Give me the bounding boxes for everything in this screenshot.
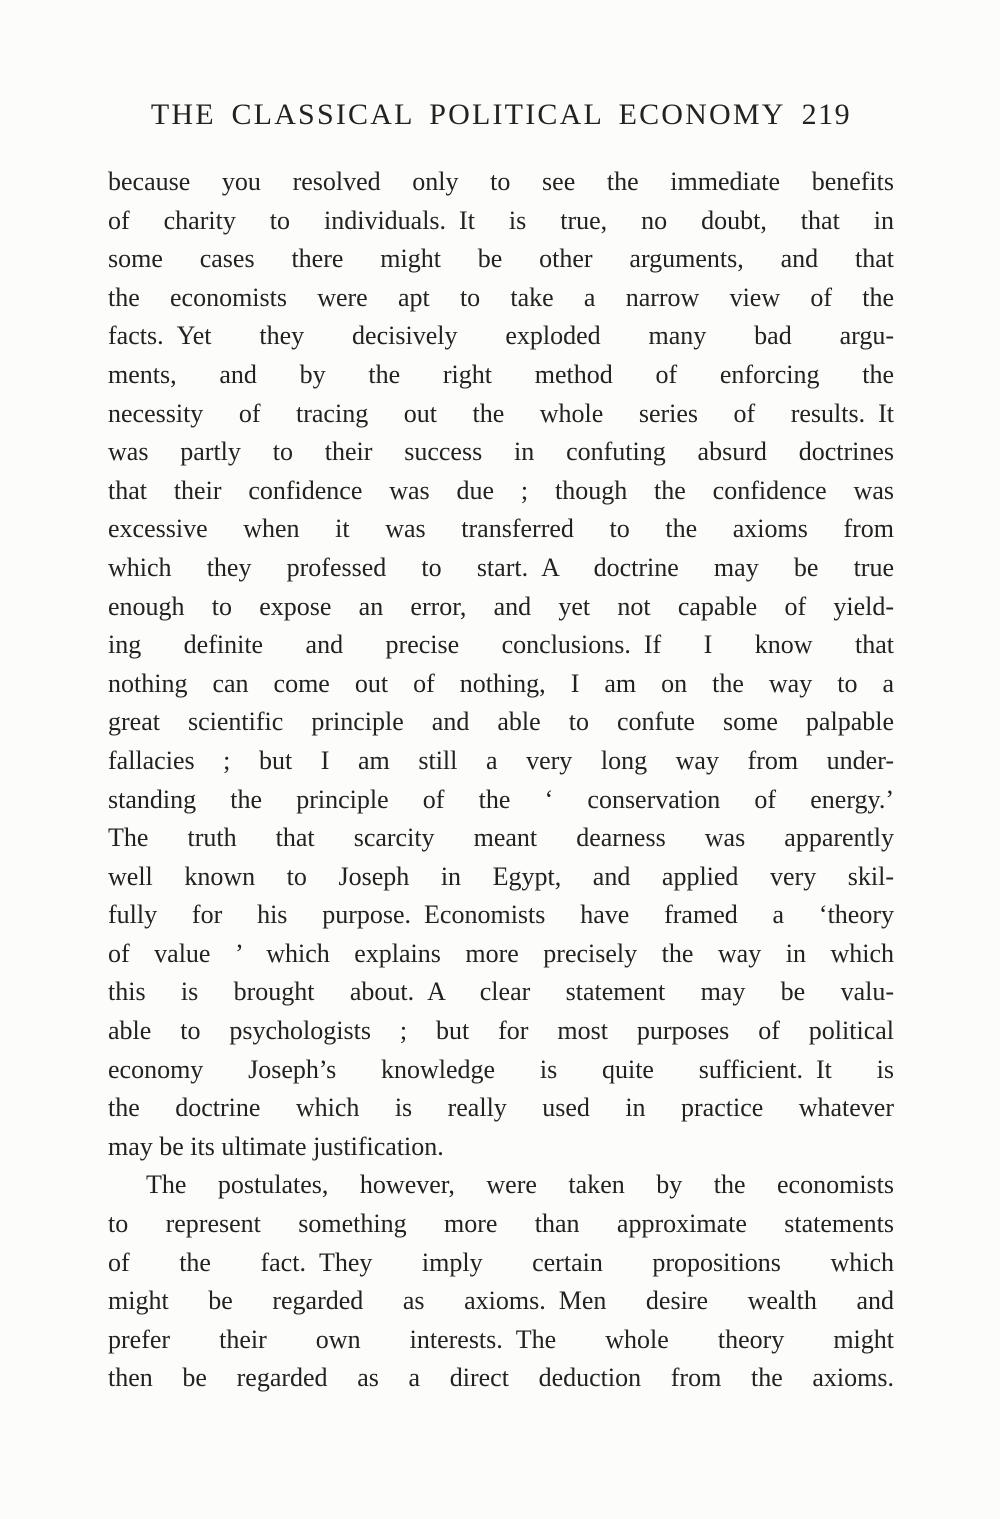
text-line: excessive when it was transferred to the axioms from xyxy=(108,514,894,544)
text-line: great scientific principle and able to confute some palpable xyxy=(108,707,894,737)
text-line: of charity to individuals. It is true, no doubt, that in xyxy=(108,205,894,235)
text-line: economy Joseph’s knowledge is quite sufficient. It is xyxy=(108,1054,894,1084)
text-line: well known to Joseph in Egypt, and applied very skil- xyxy=(108,861,894,891)
text-line: The postulates, however, were taken by the economists xyxy=(146,1170,894,1200)
text-line: that their confidence was due ; though the confidence was xyxy=(108,475,894,505)
text-line: some cases there might be other arguments, and that xyxy=(108,244,894,274)
text-line: facts. Yet they decisively exploded many bad argu- xyxy=(108,321,894,351)
text-line: nothing can come out of nothing, I am on the way to a xyxy=(108,668,894,698)
text-body xyxy=(108,163,894,1398)
text-line: to represent something more than approximate statements xyxy=(108,1209,894,1239)
text-line: ments, and by the right method of enforcing the xyxy=(108,359,894,389)
paragraph xyxy=(108,163,894,1166)
text-line: then be regarded as a direct deduction from the axioms. xyxy=(108,1363,894,1393)
page-number: 219 xyxy=(801,98,852,131)
text-line: enough to expose an error, and yet not capable of yield- xyxy=(108,591,894,621)
text-line: ing definite and precise conclusions. If I know that xyxy=(108,630,894,660)
text-line: which they professed to start. A doctrine may be true xyxy=(108,552,894,582)
text-line: prefer their own interests. The whole theory might xyxy=(108,1324,894,1354)
text-line: this is brought about. A clear statement may be valu- xyxy=(108,977,894,1007)
text-line: fallacies ; but I am still a very long way from under- xyxy=(108,745,894,775)
text-line: The truth that scarcity meant dearness was apparently xyxy=(108,823,894,853)
text-line: of value ’ which explains more precisely the way in which xyxy=(108,938,894,968)
text-line: standing the principle of the ‘ conservation of energy.’ xyxy=(108,784,894,814)
text-line: because you resolved only to see the immediate benefits xyxy=(108,167,894,196)
text-line: able to psychologists ; but for most purposes of political xyxy=(108,1016,894,1046)
text-line: of the fact. They imply certain propositions which xyxy=(108,1247,894,1277)
text-line: the economists were apt to take a narrow view of the xyxy=(108,282,894,312)
text-line: necessity of tracing out the whole series of results. It xyxy=(108,398,894,428)
paragraph xyxy=(108,1166,894,1398)
page-header xyxy=(108,97,894,133)
text-line: was partly to their success in confuting absurd doctrines xyxy=(108,437,894,467)
text-line: may be its ultimate justification. xyxy=(108,1131,444,1161)
text-line: the doctrine which is really used in practice whatever xyxy=(108,1093,894,1123)
text-line: might be regarded as axioms. Men desire wealth and xyxy=(108,1286,894,1316)
text-line: fully for his purpose. Economists have framed a ‘theory xyxy=(108,900,894,930)
running-head-title: THE CLASSICAL POLITICAL ECONOMY xyxy=(150,98,786,131)
